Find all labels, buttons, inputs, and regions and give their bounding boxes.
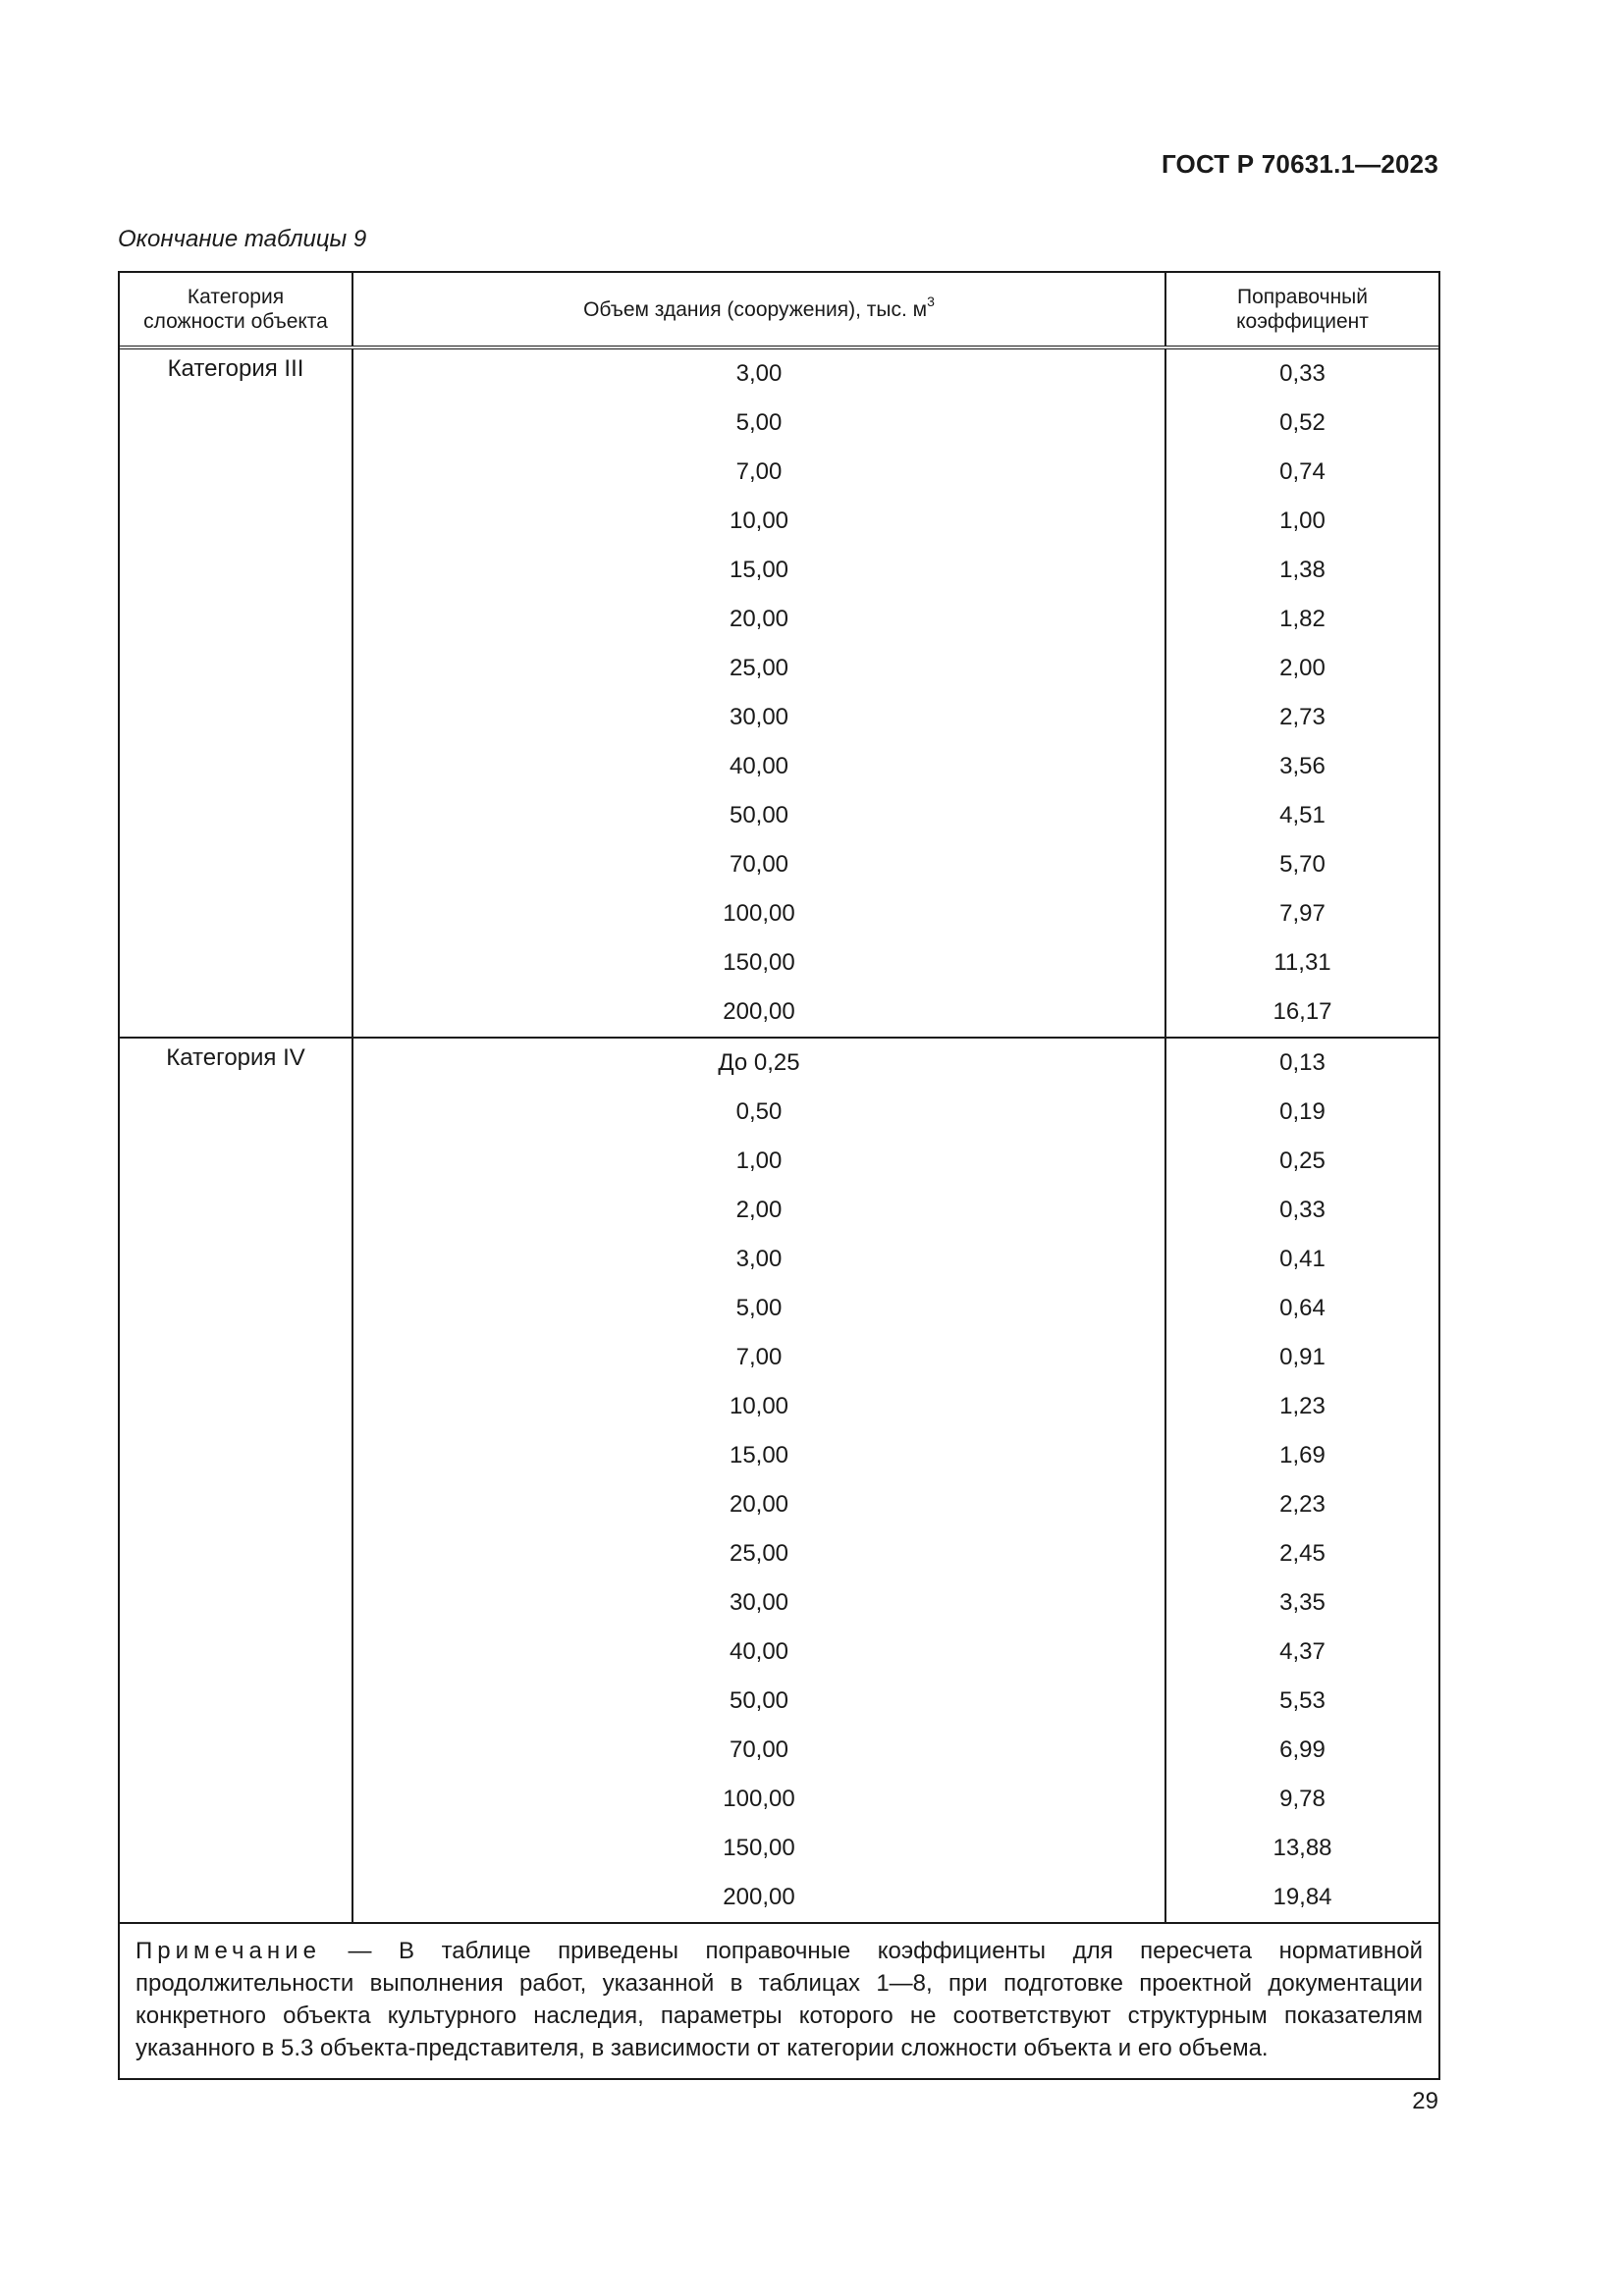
coefficient-cell: 5,70 bbox=[1279, 851, 1326, 878]
coefficient-cell: 1,69 bbox=[1279, 1442, 1326, 1468]
volume-cell: 10,00 bbox=[729, 1393, 789, 1419]
volume-cell: 40,00 bbox=[729, 753, 789, 779]
coefficient-cell: 1,82 bbox=[1279, 606, 1326, 632]
volume-cell: 20,00 bbox=[729, 1491, 789, 1518]
volume-cell: 200,00 bbox=[723, 998, 795, 1025]
volume-cell: 3,00 bbox=[735, 360, 783, 387]
volume-cell: 15,00 bbox=[729, 1442, 789, 1468]
coefficient-cell: 2,23 bbox=[1279, 1491, 1326, 1518]
volume-cell: 150,00 bbox=[723, 1835, 795, 1861]
volume-cell: 1,00 bbox=[735, 1148, 783, 1174]
coefficient-cell: 2,45 bbox=[1279, 1540, 1326, 1567]
coefficient-cell: 0,19 bbox=[1279, 1098, 1326, 1125]
category-group bbox=[120, 1037, 1438, 1922]
header-volume-text bbox=[583, 293, 935, 322]
volume-column bbox=[352, 349, 1166, 1037]
coefficient-cell: 0,64 bbox=[1279, 1295, 1326, 1321]
volume-cell: 7,00 bbox=[735, 458, 783, 485]
coefficient-cell: 16,17 bbox=[1272, 998, 1332, 1025]
volume-cell: 25,00 bbox=[729, 1540, 789, 1567]
table-note bbox=[120, 1922, 1438, 2078]
volume-cell: 5,00 bbox=[735, 1295, 783, 1321]
header-volume-superscript: 3 bbox=[927, 293, 935, 309]
volume-cell: 30,00 bbox=[729, 1589, 789, 1616]
category-cell: Категория IV bbox=[166, 1044, 305, 1071]
volume-cell: 7,00 bbox=[735, 1344, 783, 1370]
coefficient-cell: 0,52 bbox=[1279, 409, 1326, 436]
table-header-row bbox=[120, 273, 1438, 349]
volume-cell: 20,00 bbox=[729, 606, 789, 632]
category-group bbox=[120, 349, 1438, 1037]
coefficient-cell: 1,00 bbox=[1279, 507, 1326, 534]
volume-cell: До 0,25 bbox=[718, 1049, 800, 1076]
volume-cell: 5,00 bbox=[735, 409, 783, 436]
coefficient-cell: 4,37 bbox=[1279, 1638, 1326, 1665]
coefficient-cell: 0,91 bbox=[1279, 1344, 1326, 1370]
volume-cell: 2,00 bbox=[735, 1197, 783, 1223]
coefficient-cell: 0,33 bbox=[1279, 360, 1326, 387]
volume-cell: 25,00 bbox=[729, 655, 789, 681]
coefficient-cell: 13,88 bbox=[1272, 1835, 1332, 1861]
volume-cell: 50,00 bbox=[729, 802, 789, 828]
volume-cell: 10,00 bbox=[729, 507, 789, 534]
volume-cell: 40,00 bbox=[729, 1638, 789, 1665]
coefficient-column bbox=[1166, 1039, 1438, 1922]
category-cell: Категория III bbox=[167, 355, 304, 382]
coefficient-cell: 0,33 bbox=[1279, 1197, 1326, 1223]
coefficient-cell: 2,73 bbox=[1279, 704, 1326, 730]
volume-cell: 100,00 bbox=[723, 1786, 795, 1812]
coefficient-cell: 1,38 bbox=[1279, 557, 1326, 583]
coefficient-cell: 0,13 bbox=[1279, 1049, 1326, 1076]
volume-cell: 15,00 bbox=[729, 557, 789, 583]
coefficient-cell: 11,31 bbox=[1273, 949, 1331, 976]
header-coefficient-line1: Поправочный bbox=[1236, 286, 1368, 308]
volume-cell: 70,00 bbox=[729, 851, 789, 878]
header-coefficient-line2: коэффициент bbox=[1236, 310, 1369, 333]
coefficient-cell: 3,35 bbox=[1279, 1589, 1326, 1616]
coefficient-cell: 0,41 bbox=[1279, 1246, 1326, 1272]
note-label: Примечание bbox=[135, 1938, 321, 1964]
coefficient-column bbox=[1166, 349, 1438, 1037]
volume-column bbox=[352, 1039, 1166, 1922]
volume-cell: 200,00 bbox=[723, 1884, 795, 1910]
coefficient-cell: 1,23 bbox=[1279, 1393, 1326, 1419]
coefficient-cell: 2,00 bbox=[1279, 655, 1326, 681]
header-category bbox=[120, 273, 352, 346]
volume-cell: 150,00 bbox=[723, 949, 795, 976]
coefficient-cell: 19,84 bbox=[1272, 1884, 1332, 1910]
volume-cell: 70,00 bbox=[729, 1736, 789, 1763]
table-caption: Окончание таблицы 9 bbox=[118, 226, 367, 252]
page-number: 29 bbox=[1412, 2088, 1438, 2114]
volume-cell: 100,00 bbox=[723, 900, 795, 927]
volume-cell: 30,00 bbox=[729, 704, 789, 730]
coefficient-cell: 9,78 bbox=[1279, 1786, 1326, 1812]
coefficient-cell: 0,74 bbox=[1279, 458, 1326, 485]
volume-cell: 0,50 bbox=[735, 1098, 783, 1125]
header-coefficient bbox=[1166, 273, 1438, 346]
volume-cell: 3,00 bbox=[735, 1246, 783, 1272]
note-text: — В таблице приведены поправочные коэффициенты для пересчета нормативной продолжительности выполнения работ, указанной в таблицах 1—8, при подготовке проектной документации конкретного объекта культурного наследия, параметры которого не соответствуют структурным показателям указанного в 5.3 объекта-представителя, в зависимости от категории сложности объекта и его объема. bbox=[135, 1938, 1423, 2061]
volume-cell: 50,00 bbox=[729, 1687, 789, 1714]
coefficients-table bbox=[118, 271, 1440, 2080]
coefficient-cell: 4,51 bbox=[1279, 802, 1326, 828]
coefficient-cell: 6,99 bbox=[1279, 1736, 1326, 1763]
header-category-line1: Категория bbox=[187, 286, 285, 308]
document-code: ГОСТ Р 70631.1—2023 bbox=[1161, 149, 1438, 179]
header-volume-label: Объем здания (сооружения), тыс. м bbox=[583, 297, 928, 321]
header-category-line2: сложности объекта bbox=[143, 310, 328, 333]
coefficient-cell: 7,97 bbox=[1279, 900, 1326, 927]
coefficient-cell: 5,53 bbox=[1279, 1687, 1326, 1714]
coefficient-cell: 3,56 bbox=[1279, 753, 1326, 779]
table-body bbox=[120, 349, 1438, 1922]
coefficient-cell: 0,25 bbox=[1279, 1148, 1326, 1174]
header-volume bbox=[352, 273, 1166, 346]
